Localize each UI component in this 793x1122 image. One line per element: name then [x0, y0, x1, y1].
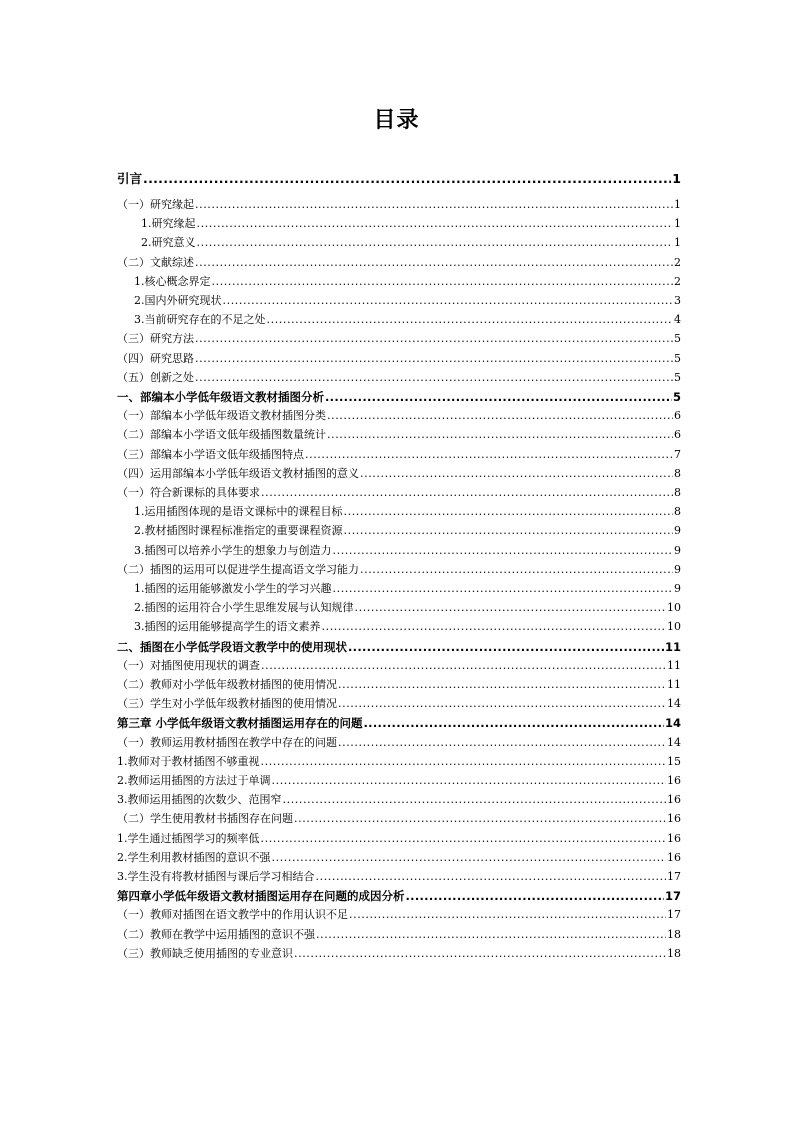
toc-dot-leader — [333, 544, 674, 558]
toc-dot-leader — [283, 793, 667, 807]
toc-entry-label: （三）教师缺乏使用插图的专业意识 — [117, 946, 293, 960]
toc-dot-leader — [344, 505, 674, 519]
toc-dot-leader — [261, 755, 667, 769]
toc-entry[interactable] — [117, 428, 681, 442]
toc-entry-label: 3.当前研究存在的不足之处 — [134, 313, 266, 327]
toc-page-number: 6 — [674, 409, 681, 423]
toc-entry-label: 一、部编本小学低年级语文教材插图分析 — [117, 390, 324, 404]
toc-entry[interactable] — [117, 217, 681, 231]
toc-entry[interactable] — [117, 908, 681, 922]
toc-entry[interactable] — [117, 505, 681, 519]
toc-entry[interactable] — [117, 640, 681, 654]
toc-dot-leader — [195, 332, 673, 346]
toc-page-number: 18 — [667, 927, 681, 941]
toc-page-number: 15 — [667, 754, 681, 768]
toc-entry-label: 2.国内外研究现状 — [134, 294, 222, 307]
toc-entry-label: 1.学生通过插图学习的频率低 — [117, 831, 260, 845]
toc-dot-leader — [195, 352, 673, 366]
toc-dot-leader — [333, 582, 674, 596]
toc-entry-label: （二）学生使用教材书插图存在问题 — [117, 812, 293, 826]
toc-entry[interactable] — [117, 198, 681, 212]
toc-entry-label: 3.插图可以培养小学生的想象力与创造力 — [134, 543, 332, 557]
toc-page-number: 18 — [667, 946, 681, 960]
toc-page-number: 6 — [674, 428, 681, 442]
toc-page-number: 5 — [674, 332, 681, 346]
toc-dot-leader — [294, 812, 666, 826]
toc-entry[interactable] — [117, 332, 681, 346]
toc-dot-leader — [261, 832, 667, 846]
toc-dot-leader — [349, 908, 666, 922]
toc-page-number: 16 — [667, 812, 681, 826]
toc-dot-leader — [338, 678, 666, 692]
toc-entry[interactable] — [117, 467, 681, 481]
toc-entry[interactable] — [117, 448, 681, 462]
toc-dot-leader — [364, 716, 664, 730]
toc-page-number: 8 — [674, 466, 681, 480]
toc-entry-label: （二）部编本小学语文低年级插图数量统计 — [117, 428, 326, 442]
toc-entry-label: （一）研究缘起 — [117, 198, 194, 211]
toc-dot-leader — [197, 236, 674, 250]
toc-entry[interactable] — [117, 563, 681, 577]
toc-dot-leader — [355, 601, 667, 615]
toc-entry-label: （四）研究思路 — [117, 351, 194, 365]
toc-page-number: 9 — [674, 524, 681, 538]
toc-page-number: 1 — [672, 171, 681, 186]
toc-page-number: 7 — [674, 447, 681, 461]
toc-entry[interactable] — [117, 294, 681, 308]
toc-entry[interactable] — [117, 659, 681, 673]
toc-page-number: 1 — [674, 198, 681, 211]
toc-entry-label: 1.教师对于教材插图不够重视 — [117, 754, 260, 768]
page-title: 目录 — [373, 108, 420, 133]
toc-entry-label: （一）教师运用教材插图在教学中存在的问题 — [117, 735, 337, 749]
toc-page-number: 14 — [667, 697, 681, 711]
toc-entry[interactable] — [117, 582, 681, 596]
toc-entry[interactable] — [117, 313, 681, 327]
toc-dot-leader — [338, 736, 666, 750]
toc-entry-label: （二）教师在教学中运用插图的意识不强 — [117, 927, 315, 941]
toc-entry-label: 二、插图在小学低学段语文教学中的使用现状 — [117, 639, 347, 654]
toc-dot-leader — [197, 217, 674, 231]
toc-entry[interactable] — [117, 774, 681, 788]
toc-dot-leader — [316, 928, 666, 942]
toc-page-number: 17 — [664, 889, 681, 904]
toc-page-number: 5 — [674, 370, 681, 384]
toc-entry-label: 引言 — [117, 171, 143, 186]
toc-page-number: 3 — [674, 294, 681, 307]
toc-page-number: 4 — [674, 313, 681, 327]
toc-entry[interactable] — [117, 352, 681, 366]
toc-entry[interactable] — [117, 524, 681, 538]
toc-page-number: 8 — [674, 505, 681, 519]
toc-entry[interactable] — [117, 755, 681, 769]
toc-dot-leader — [360, 467, 673, 481]
toc-entry[interactable] — [117, 409, 681, 423]
toc-dot-leader — [325, 390, 672, 404]
toc-dot-leader — [195, 371, 673, 385]
toc-page-number: 10 — [667, 620, 681, 634]
toc-entry-label: 2.研究意义 — [141, 236, 196, 250]
toc-entry-label: 2.插图的运用符合小学生思维发展与认知规律 — [134, 601, 354, 615]
toc-page-number: 1 — [674, 236, 681, 250]
toc-entry-label: （一）教师对插图在语文教学中的作用认识不足 — [117, 908, 348, 922]
toc-dot-leader — [195, 256, 673, 270]
toc-entry-label: （二）文献综述 — [117, 255, 194, 269]
toc-entry-label: （四）运用部编本小学低年级语文教材插图的意义 — [117, 466, 359, 480]
toc-entry-label: 1.研究缘起 — [141, 217, 196, 231]
toc-entry-label: （二）插图的运用可以促进学生提高语文学习能力 — [117, 562, 359, 576]
toc-entry-label: 1.运用插图体现的是语文课标中的课程目标 — [134, 505, 343, 519]
toc-entry[interactable] — [117, 601, 681, 615]
toc-page-number: 16 — [667, 831, 681, 845]
toc-dot-leader — [272, 774, 667, 788]
toc-dot-leader — [406, 889, 664, 903]
toc-entry[interactable] — [117, 256, 681, 270]
toc-page-number: 5 — [672, 390, 681, 404]
toc-dot-leader — [305, 448, 673, 462]
toc-entry-label: 第四章小学低年级语文教材插图运用存在问题的成因分析 — [117, 889, 405, 904]
toc-page-number: 17 — [667, 870, 681, 883]
toc-entry[interactable] — [117, 172, 681, 186]
toc-page-number: 2 — [674, 255, 681, 269]
toc-entry-label: 2.学生利用教材插图的意识不强 — [117, 850, 271, 864]
toc-entry-label: （三）部编本小学语文低年级插图特点 — [117, 447, 304, 461]
toc-page-number: 9 — [674, 543, 681, 557]
toc-page-number: 11 — [667, 678, 681, 691]
toc-entry[interactable] — [117, 678, 681, 692]
toc-entry[interactable] — [117, 889, 681, 903]
toc-page-number: 11 — [664, 639, 681, 654]
toc-page-number: 11 — [667, 658, 681, 672]
toc-page-number: 9 — [674, 562, 681, 576]
toc-entry-label: 1.插图的运用能够激发小学生的学习兴趣 — [134, 582, 332, 595]
toc-dot-leader — [327, 428, 673, 442]
toc-page-number: 5 — [674, 351, 681, 365]
toc-page-number: 14 — [664, 716, 681, 731]
toc-dot-leader — [348, 640, 664, 654]
toc-entry[interactable] — [117, 870, 681, 884]
toc-entry[interactable] — [117, 620, 681, 634]
toc-dot-leader — [267, 313, 674, 327]
toc-page-number: 9 — [674, 582, 681, 595]
toc-page-number: 16 — [667, 774, 681, 787]
toc-page-number: 2 — [674, 274, 681, 288]
toc-entry-label: （一）对插图使用现状的调查 — [117, 658, 260, 672]
toc-page-number: 16 — [667, 793, 681, 807]
toc-entry[interactable] — [117, 832, 681, 846]
toc-entry-label: 1.核心概念界定 — [134, 274, 211, 288]
toc-page-number: 14 — [667, 735, 681, 749]
toc-entry-label: （三）学生对小学低年级教材插图的使用情况 — [117, 697, 337, 711]
toc-dot-leader — [360, 563, 673, 577]
toc-entry-label: 3.教师运用插图的次数少、范围窄 — [117, 793, 282, 807]
toc-dot-leader — [294, 947, 666, 961]
toc-entry-label: （三）研究方法 — [117, 332, 194, 346]
toc-dot-leader — [143, 172, 671, 186]
toc-entry[interactable] — [117, 736, 681, 750]
toc-entry-label: 3.学生没有将教材插图与课后学习相结合 — [117, 870, 315, 883]
toc-dot-leader — [195, 198, 673, 212]
toc-dot-leader — [261, 486, 673, 500]
toc-entry-label: （一）部编本小学低年级语文教材插图分类 — [117, 409, 326, 423]
toc-dot-leader — [212, 275, 674, 289]
toc-entry[interactable] — [117, 812, 681, 826]
toc-entry[interactable] — [117, 947, 681, 961]
toc-page-number: 1 — [674, 217, 681, 231]
toc-entry[interactable] — [117, 544, 681, 558]
toc-entry[interactable] — [117, 716, 681, 730]
toc-page-number: 10 — [667, 601, 681, 615]
toc-entry-label: 第三章 小学低年级语文教材插图运用存在的问题 — [117, 716, 363, 731]
toc-dot-leader — [344, 524, 674, 538]
toc-entry[interactable] — [117, 236, 681, 250]
toc-entry-label: 3.插图的运用能够提高学生的语文素养 — [134, 620, 321, 634]
toc-entry-label: （一）符合新课标的具体要求 — [117, 486, 260, 499]
toc-entry-label: （五）创新之处 — [117, 370, 194, 384]
toc-entry-label: 2.教材插图时课程标准指定的重要课程资源 — [134, 524, 343, 538]
toc-dot-leader — [272, 851, 667, 865]
toc-entry[interactable] — [117, 275, 681, 289]
toc-dot-leader — [338, 697, 666, 711]
toc-entry[interactable] — [117, 928, 681, 942]
toc-dot-leader — [327, 409, 673, 423]
toc-dot-leader — [316, 870, 667, 884]
toc-entry-label: （二）教师对小学低年级教材插图的使用情况 — [117, 678, 337, 691]
toc-page-number: 16 — [667, 850, 681, 864]
toc-page-number: 8 — [674, 486, 681, 499]
toc-entry[interactable] — [117, 390, 681, 404]
toc-page-number: 17 — [667, 908, 681, 922]
toc-entry[interactable] — [117, 851, 681, 865]
toc-entry[interactable] — [117, 697, 681, 711]
toc-entry[interactable] — [117, 486, 681, 500]
toc-dot-leader — [223, 294, 674, 308]
toc-dot-leader — [322, 620, 667, 634]
toc-dot-leader — [261, 659, 666, 673]
toc-entry-label: 2.教师运用插图的方法过于单调 — [117, 774, 271, 787]
toc-entry[interactable] — [117, 371, 681, 385]
toc-entry[interactable] — [117, 793, 681, 807]
